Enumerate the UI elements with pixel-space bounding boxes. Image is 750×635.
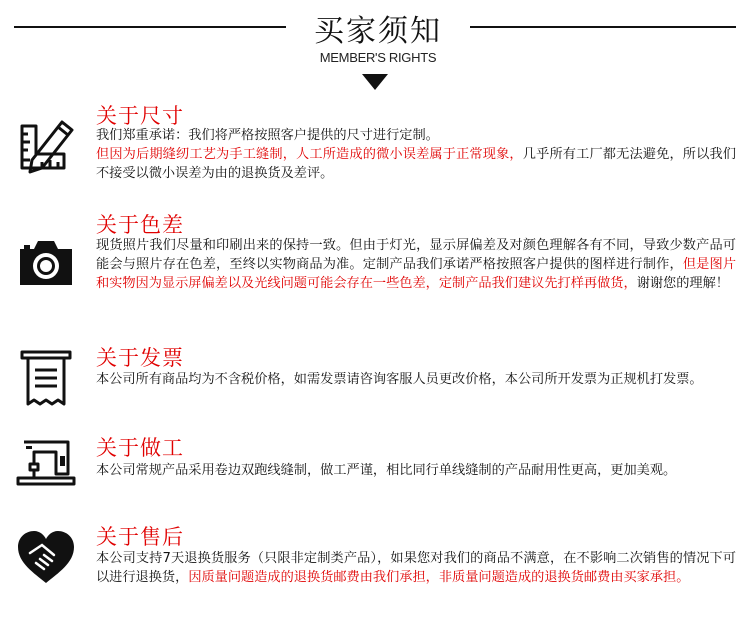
section-body (96, 549, 736, 587)
section-invoice (0, 342, 750, 422)
body-text-highlight: 但是图片和实物因为显示屏偏差以及光线问题可能会存在一些色差，定制产品我们建议先打样再做货， (96, 257, 737, 291)
section-color (0, 209, 750, 331)
section-size (0, 100, 750, 200)
receipt-icon (14, 348, 78, 408)
header-rule-left (14, 26, 286, 28)
handshake-heart-icon (14, 527, 78, 587)
ruler-pencil-icon (14, 114, 78, 174)
section-title: 关于售后 (96, 525, 184, 549)
page-subtitle: MEMBER'S RIGHTS (319, 50, 437, 65)
section-body (96, 370, 736, 389)
body-text: 本公司常规产品采用卷边双跑线缝制，做工严谨，相比同行单线缝制的产品耐用性更高，更加美观。 (96, 463, 677, 478)
body-text: 谢谢您的理解！ (636, 276, 729, 291)
body-text: 我们郑重承诺：我们将严格按照客户提供的尺寸进行定制。 (96, 128, 439, 143)
section-title: 关于尺寸 (96, 104, 184, 128)
section-workmanship (0, 432, 750, 512)
header-rule-right (470, 26, 736, 28)
section-body (96, 461, 736, 480)
body-text: 几乎所有工厂都无法避免，所以我们不接受以微小误差为由的退换货及差评。 (96, 147, 736, 181)
section-title: 关于做工 (96, 436, 184, 460)
section-title: 关于发票 (96, 346, 184, 370)
section-body (96, 236, 736, 293)
body-text: 本公司所有商品均为不含税价格，如需发票请咨询客服人员更改价格，本公司所开发票为正规机打发票。 (96, 372, 703, 387)
camera-icon (14, 233, 78, 293)
down-arrow-icon (362, 74, 388, 90)
body-text: 本公司支持7天退换货服务（只限非定制类产品），如果您对我们的商品不满意，在不影响二次销售的情况下可以进行退换货， (96, 551, 736, 585)
body-text: 现货照片我们尽量和印刷出来的保持一致。但由于灯光，显示屏偏差及对颜色理解各有不同，导致少数产品可能会与照片存在色差，至终以实物商品为准。定制产品我们承诺严格按照客户提供的图样进行制作， (96, 238, 736, 272)
page-header (0, 0, 750, 100)
body-text-highlight: 因质量问题造成的退换货邮费由我们承担，非质量问题造成的退换货邮费由买家承担。 (188, 570, 690, 585)
section-after-sales (0, 521, 750, 621)
page-title: 买家须知 (314, 14, 442, 49)
body-text-highlight: 但因为后期缝纫工艺为手工缝制，人工所造成的微小误差属于正常现象， (96, 147, 523, 162)
section-body (96, 126, 736, 183)
section-title: 关于色差 (96, 213, 184, 237)
sewing-machine-icon (14, 434, 78, 494)
